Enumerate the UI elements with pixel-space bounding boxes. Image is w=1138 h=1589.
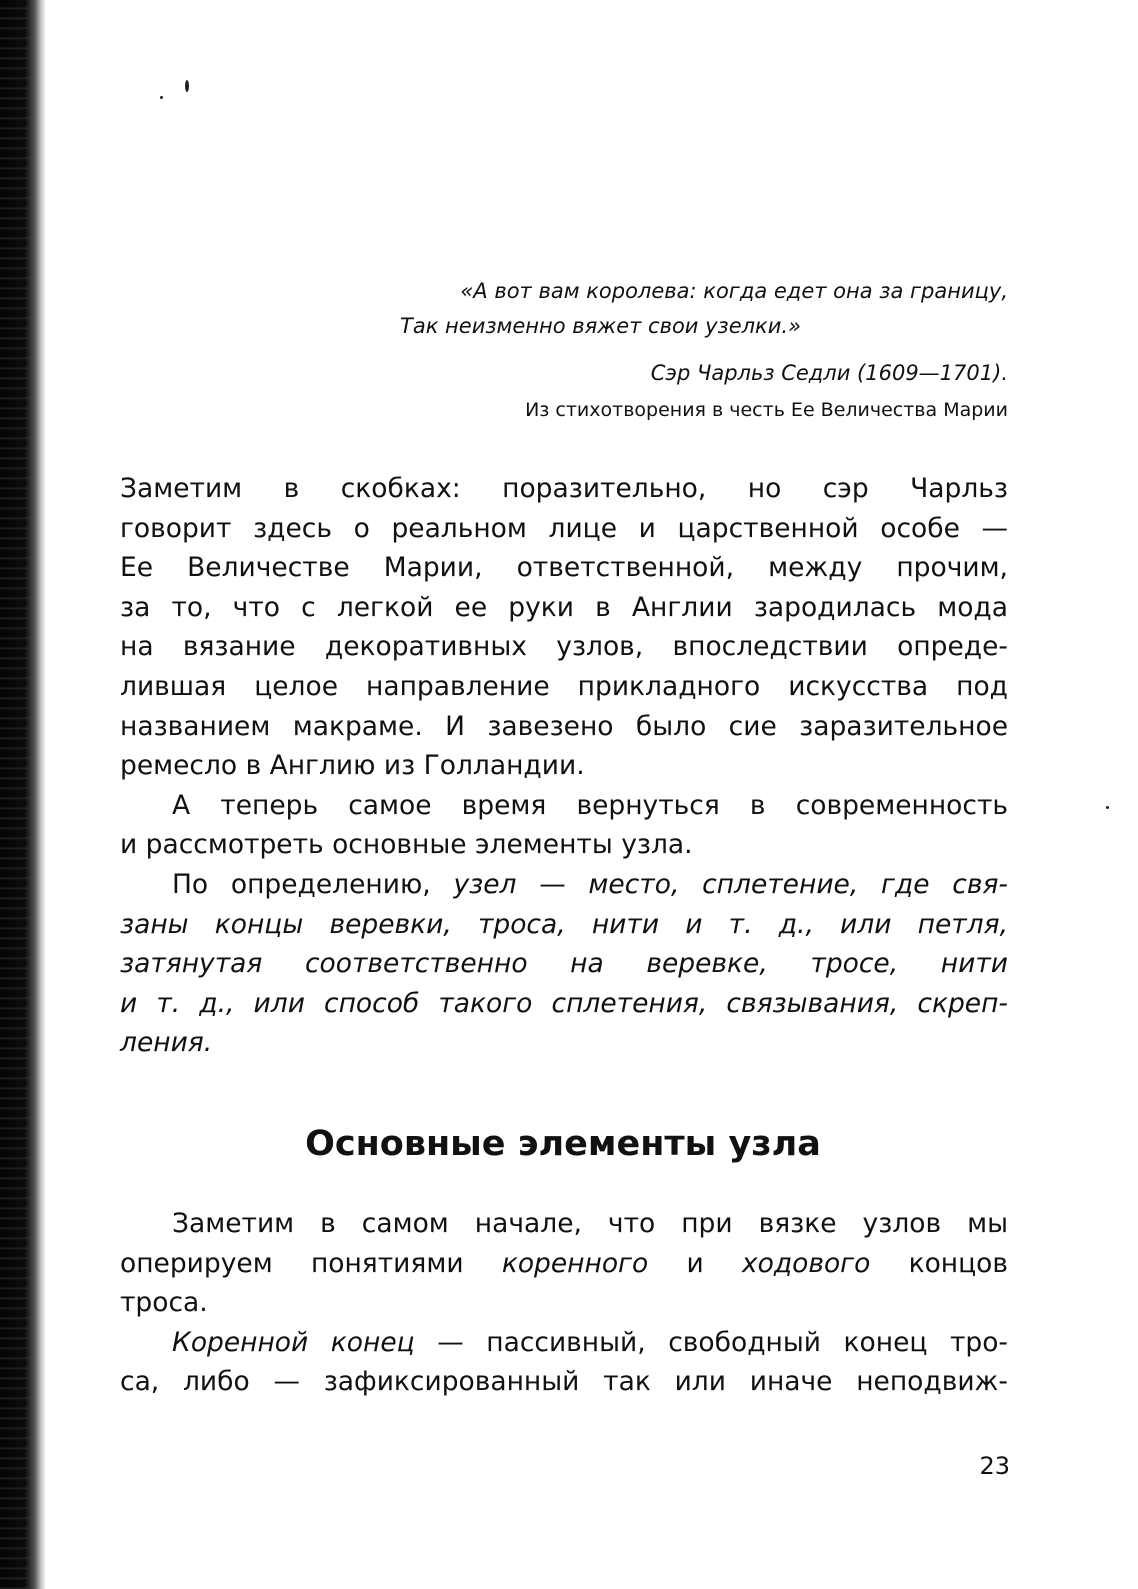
text-segment: Заметим в самом начале, что при вязке узлов мы xyxy=(172,1208,1008,1239)
text-segment: — пассивный, свободный конец тро- xyxy=(414,1326,1008,1358)
epigraph-line: «А вот вам королева: когда едет она за границу, xyxy=(460,279,1008,303)
page-number: 23 xyxy=(979,1452,1010,1480)
text-line xyxy=(120,750,1008,782)
text-line xyxy=(172,1326,1008,1358)
text-line xyxy=(120,987,1008,1019)
text-line xyxy=(120,591,1008,623)
text-line xyxy=(120,671,1008,702)
text-line xyxy=(120,829,1008,861)
speck xyxy=(160,96,163,99)
text-segment: оперируем понятиями xyxy=(120,1247,502,1279)
text-line xyxy=(120,1366,1008,1398)
text-line xyxy=(120,473,1008,504)
epigraph-author xyxy=(651,361,1008,385)
text-segment: говорит здесь о реальном лице и царственной особе — xyxy=(120,512,1008,544)
text-line xyxy=(120,1287,1008,1319)
text-segment: А теперь самое время вернуться в современность xyxy=(172,789,1008,821)
speck xyxy=(185,80,189,92)
text-line xyxy=(120,512,1008,544)
italic-term: Коренной конец xyxy=(172,1326,415,1358)
text-segment: названием макраме. И завезено было сие заразительное xyxy=(120,710,1008,742)
text-line xyxy=(120,1247,1008,1279)
text-line xyxy=(120,908,1008,940)
text-segment: Ее Величестве Марии, ответственной, между прочим, xyxy=(120,552,1008,584)
italic-term: затянутая соответственно на веревке, тросе, нити xyxy=(120,948,1008,980)
text-segment: По определению, xyxy=(172,869,454,900)
page-edge-texture xyxy=(0,0,28,1589)
italic-term: ления. xyxy=(120,1027,213,1059)
text-segment: за то, что с легкой ее руки в Англии зародилась мода xyxy=(120,591,1008,623)
text-segment: са, либо — зафиксированный так или иначе неподвиж- xyxy=(120,1366,1008,1398)
italic-term: узел — место, сплетение, где свя- xyxy=(453,869,1008,900)
epigraph-source: Из стихотворения в честь Ее Величества Марии xyxy=(525,399,1008,421)
text-segment: концов xyxy=(870,1247,1008,1279)
text-segment: и xyxy=(648,1247,742,1279)
text-segment: троса. xyxy=(120,1287,208,1319)
italic-term: ходового xyxy=(741,1247,871,1279)
text-segment: лившая целое направление прикладного искусства под xyxy=(120,671,1008,702)
italic-term: и т. д., или способ такого сплетения, связывания, скреп- xyxy=(120,987,1008,1019)
section-heading: Основные элементы узла xyxy=(305,1124,821,1164)
epigraph-line: Так неизменно вяжет свои узелки.» xyxy=(400,314,802,338)
text-line xyxy=(120,631,1008,663)
epigraph-author-text: Сэр Чарльз Седли (1609—1701). xyxy=(650,361,1008,385)
text-segment: на вязание декоративных узлов, впоследствии опреде- xyxy=(120,631,1008,663)
italic-term: заны концы веревки, троса, нити и т. д., или петля, xyxy=(120,908,1008,940)
text-line xyxy=(120,948,1008,980)
text-line xyxy=(172,869,1008,900)
italic-term: коренного xyxy=(501,1247,649,1279)
text-line xyxy=(120,552,1008,584)
text-line xyxy=(172,789,1008,821)
text-segment: ремесло в Англию из Голландии. xyxy=(120,750,585,782)
text-line xyxy=(172,1208,1008,1239)
speck xyxy=(1106,806,1109,809)
text-line xyxy=(120,710,1008,742)
text-line xyxy=(120,1027,1008,1059)
text-segment: Заметим в скобках: поразительно, но сэр Чарльз xyxy=(120,473,1008,504)
text-segment: и рассмотреть основные элементы узла. xyxy=(120,829,693,861)
